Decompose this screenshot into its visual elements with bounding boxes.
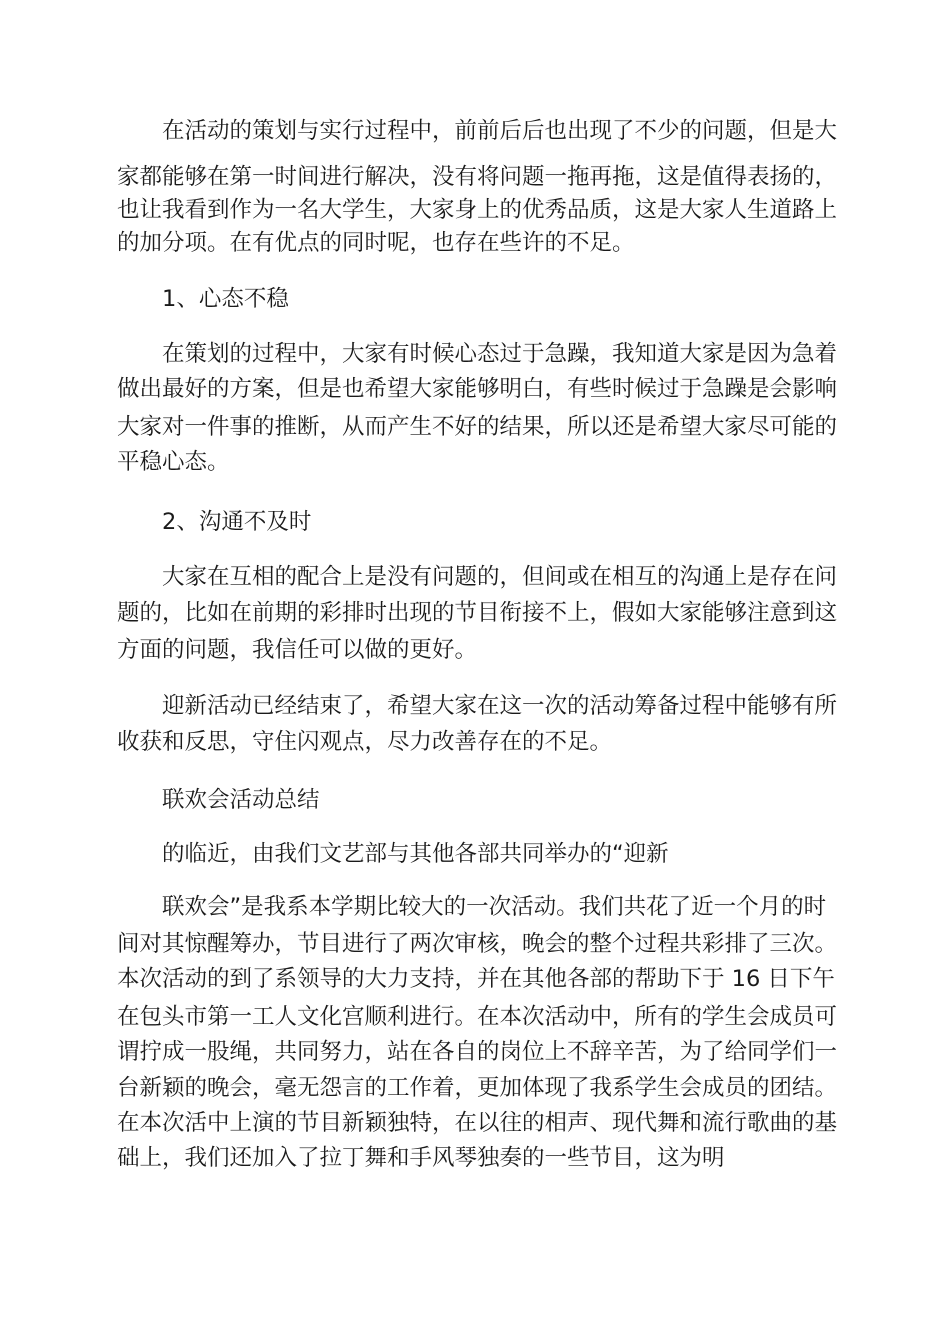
text-line: 在活动的策划与实行过程中，前前后后也出现了不少的问题，但是大	[162, 118, 838, 144]
text-line: 在策划的过程中，大家有时候心态过于急躁，我知道大家是因为急着	[162, 341, 838, 367]
text-line: 大家对一件事的推断，从而产生不好的结果，所以还是希望大家尽可能的	[117, 414, 838, 440]
text-line: 的临近，由我们文艺部与其他各部共同举办的“迎新	[162, 841, 669, 867]
text-line: 本次活动的到了系领导的大力支持，并在其他各部的帮助下于 16 日下午	[117, 966, 835, 992]
text-line: 平稳心态。	[117, 449, 230, 475]
text-line: 联欢会”是我系本学期比较大的一次活动。我们共花了近一个月的时	[162, 894, 827, 920]
text-line: 方面的问题，我信任可以做的更好。	[117, 637, 478, 663]
text-line: 收获和反思，守住闪观点，尽力改善存在的不足。	[117, 729, 613, 755]
text-line: 大家在互相的配合上是没有问题的，但间或在相互的沟通上是存在问	[162, 564, 838, 590]
section-heading: 2、沟通不及时	[162, 509, 312, 535]
text-line: 台新颖的晚会，毫无怨言的工作着，更加体现了我系学生会成员的团结。	[117, 1075, 838, 1101]
text-line: 做出最好的方案，但是也希望大家能够明白，有些时候过于急躁是会影响	[117, 376, 838, 402]
text-line: 谓拧成一股绳，共同努力，站在各自的岗位上不辞辛苦，为了给同学们一	[117, 1039, 838, 1065]
text-line: 础上，我们还加入了拉丁舞和手风琴独奏的一些节目，这为明	[117, 1145, 725, 1171]
text-line: 在本次活中上演的节目新颖独特，在以往的相声、现代舞和流行歌曲的基	[117, 1110, 838, 1136]
text-line: 在包头市第一工人文化宫顺利进行。在本次活动中，所有的学生会成员可	[117, 1004, 838, 1030]
section-heading: 1、心态不稳	[162, 286, 289, 312]
text-line: 题的，比如在前期的彩排时出现的节目衔接不上，假如大家能够注意到这	[117, 600, 838, 626]
text-line: 也让我看到作为一名大学生，大家身上的优秀品质，这是大家人生道路上	[117, 197, 838, 223]
section-heading: 联欢会活动总结	[162, 787, 320, 813]
text-line: 迎新活动已经结束了，希望大家在这一次的活动筹备过程中能够有所	[162, 693, 838, 719]
text-line: 家都能够在第一时间进行解决，没有将问题一拖再拖，这是值得表扬的，	[117, 164, 838, 190]
text-line: 的加分项。在有优点的同时呢，也存在些许的不足。	[117, 230, 635, 256]
text-line: 间对其惊醒筹办，节目进行了两次审核，晚会的整个过程共彩排了三次。	[117, 931, 838, 957]
